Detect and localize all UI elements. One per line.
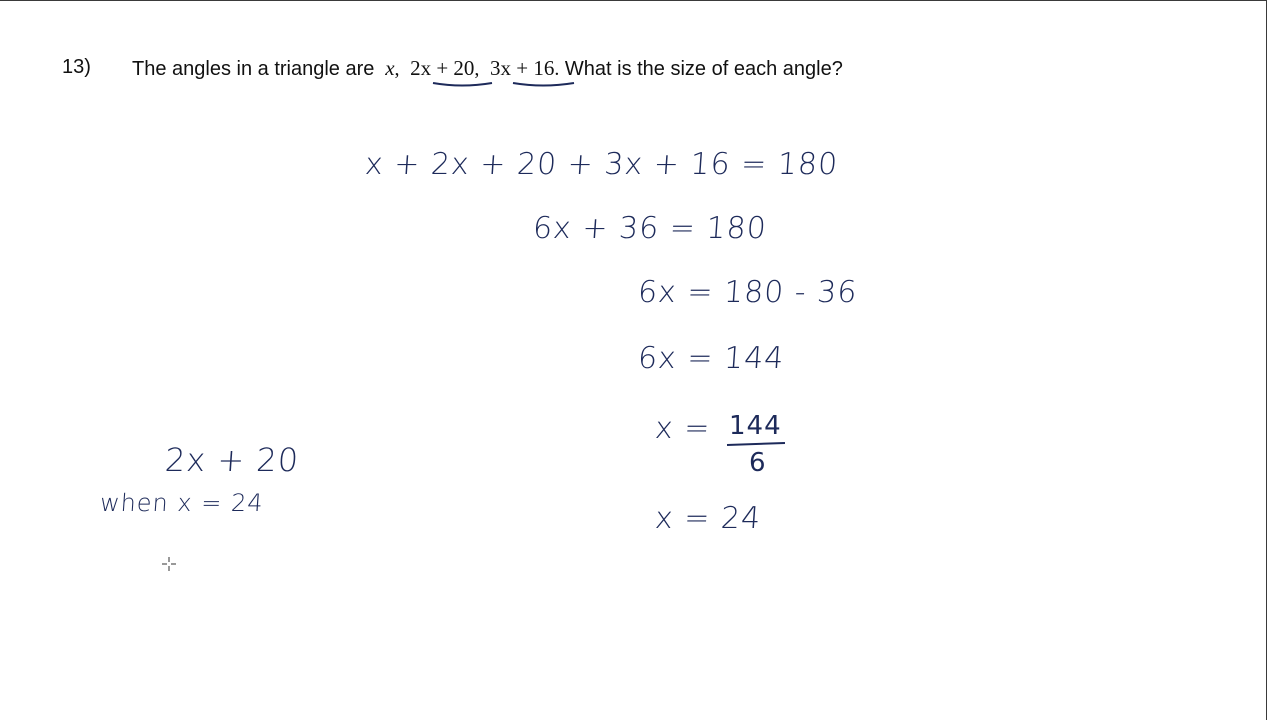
underline-angle3 [513, 83, 574, 86]
working-line-5-lhs: x = [653, 411, 712, 446]
fraction-denominator: 6 [749, 448, 766, 478]
working-line-4: 6x = 144 [636, 341, 786, 376]
angle-3x-plus-16: 3x + 16 [489, 56, 555, 80]
angle-2x-plus-20: 2x + 20 [410, 56, 475, 80]
working-line-3: 6x = 180 - 36 [636, 275, 859, 310]
side-note-expression: 2x + 20 [163, 441, 301, 479]
question-number: 13) [62, 56, 91, 78]
crosshair-cursor-icon [162, 557, 176, 571]
underline-angle2 [433, 83, 492, 86]
working-line-6: x = 24 [653, 501, 763, 536]
fraction-144-over-6 [727, 411, 787, 481]
question-intro: The angles in a triangle are [132, 58, 375, 80]
question-text: The angles in a triangle are x, 2x + 20, 3x + 16. What is the size of each angle? [132, 56, 843, 80]
question-prompt: What is the size of each angle? [564, 58, 843, 80]
working-line-2: 6x + 36 = 180 [531, 211, 768, 246]
working-line-1: x + 2x + 20 + 3x + 16 = 180 [363, 147, 840, 182]
fraction-numerator: 144 [729, 411, 782, 441]
angle-x: x [385, 56, 395, 80]
side-note-condition: when x = 24 [99, 489, 265, 517]
fraction-bar [727, 442, 785, 446]
